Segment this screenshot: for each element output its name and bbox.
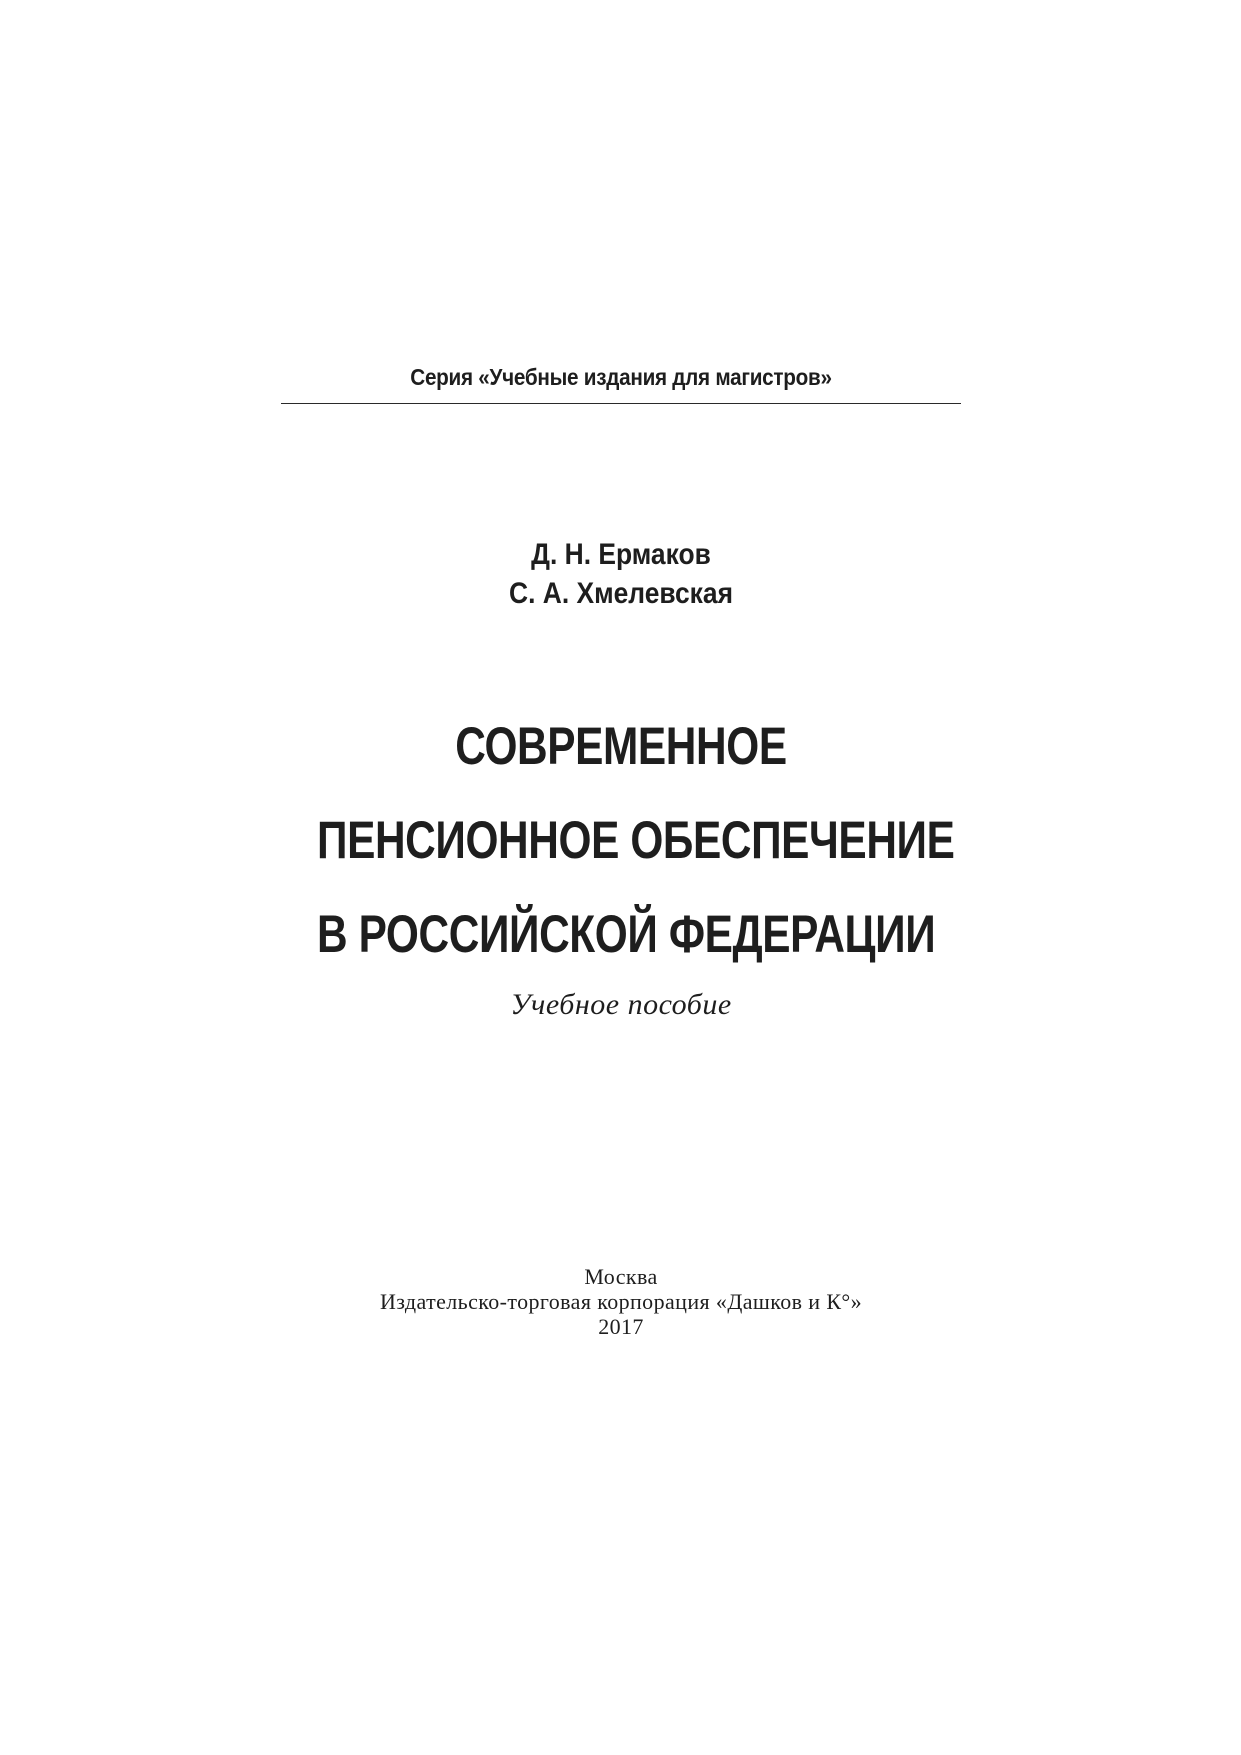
authors-block — [281, 535, 961, 613]
series-title: Серия «Учебные издания для магистров» — [410, 364, 832, 390]
book-title-line: ПЕНСИОННОЕ ОБЕСПЕЧЕНИЕ — [317, 811, 955, 870]
author-name: Д. Н. Ермаков — [531, 538, 711, 571]
book-title-line: СОВРЕМЕННОЕ — [455, 717, 787, 776]
book-subtitle: Учебное пособие — [510, 988, 732, 1021]
book-title — [241, 700, 1001, 982]
imprint-publisher: Издательско-торговая корпорация «Дашков и К°» — [379, 1289, 863, 1314]
author-name: С. А. Хмелевская — [509, 577, 733, 610]
series-divider — [281, 403, 961, 404]
imprint-city: Москва — [584, 1264, 658, 1289]
imprint-year: 2017 — [598, 1314, 644, 1339]
imprint-block — [241, 1264, 1001, 1339]
book-title-line: В РОССИЙСКОЙ ФЕДЕРАЦИИ — [317, 905, 936, 964]
